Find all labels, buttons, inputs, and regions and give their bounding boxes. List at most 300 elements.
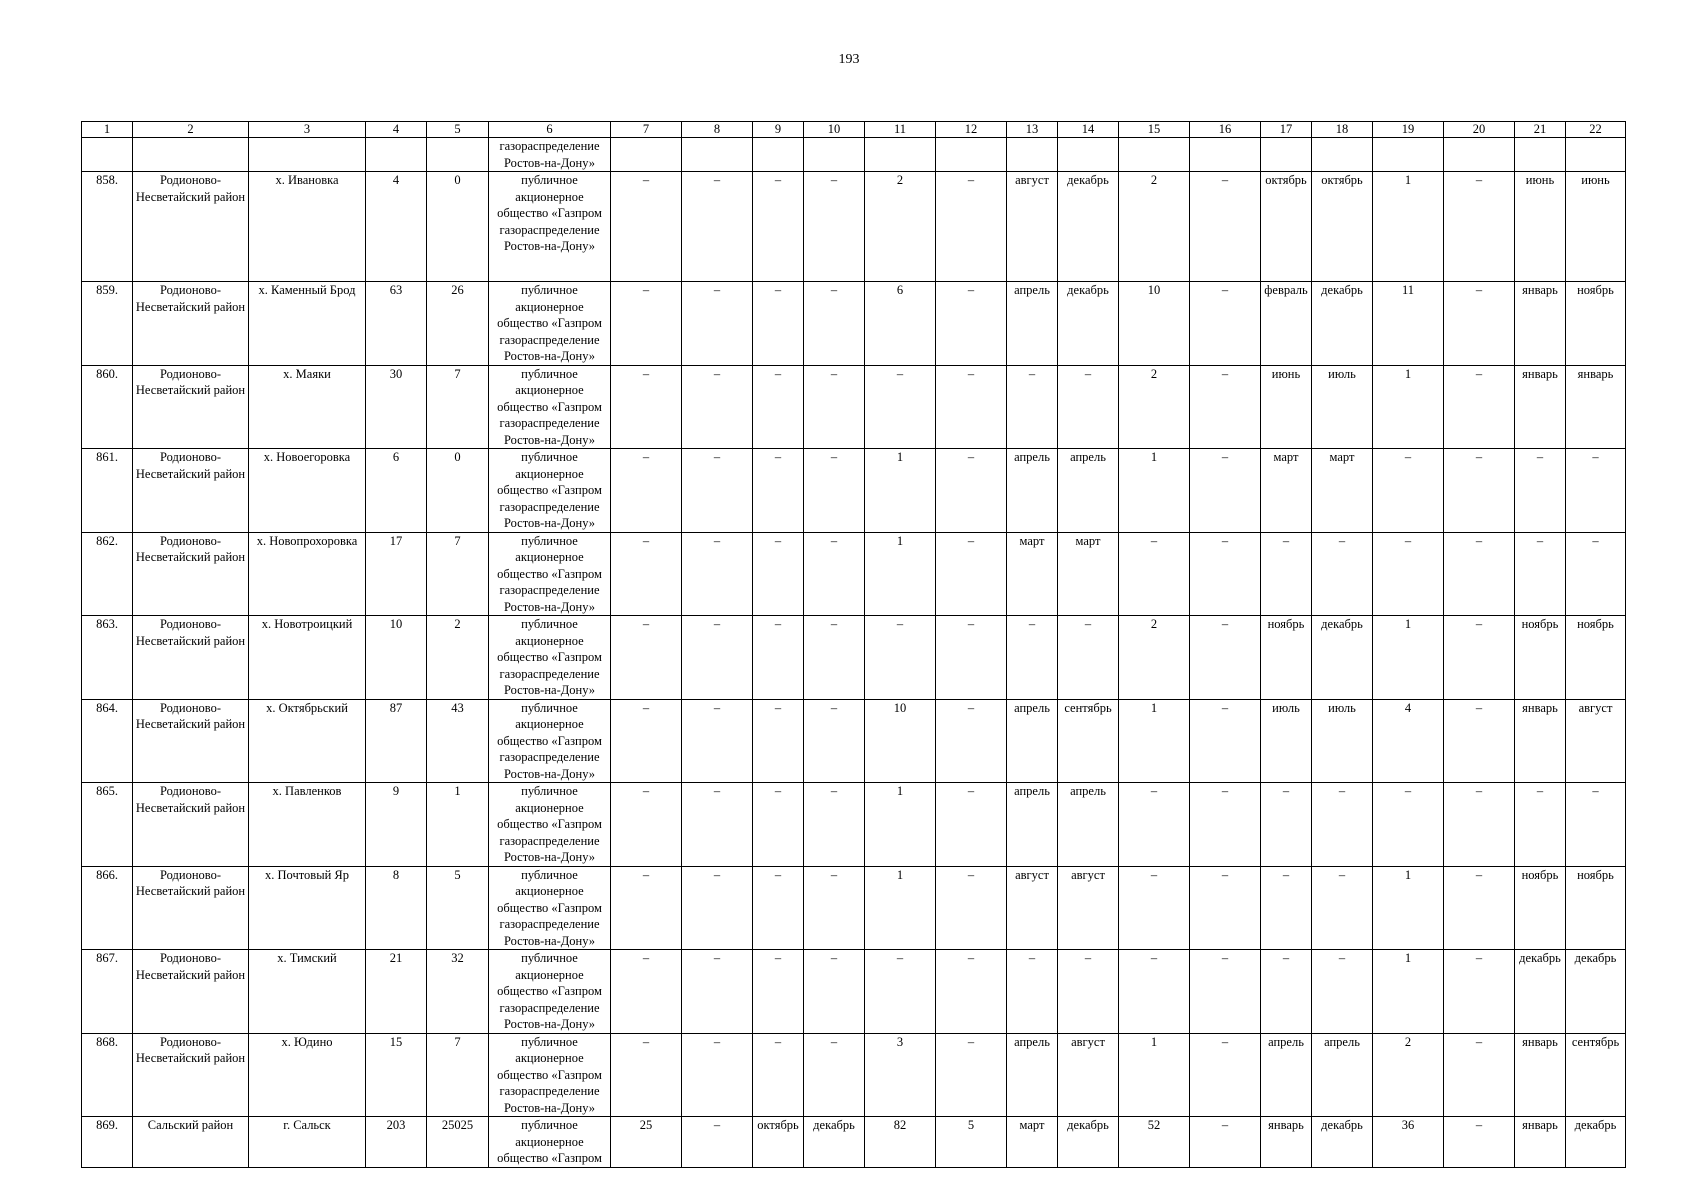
cell-col-4: 15 [366, 1033, 427, 1117]
cell-col-5: 5 [427, 866, 489, 950]
cell-col-6: публичное акционерное общество «Газпром газораспределение Ростов-на-Дону» [489, 866, 611, 950]
cell-col-7: – [611, 532, 682, 616]
cell-col-2: Родионово-Несветайский район [133, 172, 249, 282]
cell-col-1: 862. [82, 532, 133, 616]
cell-col-17: – [1261, 532, 1312, 616]
cell-col-10: – [804, 282, 865, 366]
column-header-17: 17 [1261, 122, 1312, 138]
cell-col-16: – [1190, 1117, 1261, 1168]
cell-col-7: – [611, 866, 682, 950]
cell-col-14: март [1058, 532, 1119, 616]
table-row [82, 616, 1626, 700]
cell-col-3: х. Новоегоровка [249, 449, 366, 533]
cell-col-18: октябрь [1312, 172, 1373, 282]
cell-col-16: – [1190, 172, 1261, 282]
cell-col-6: публичное акционерное общество «Газпром газораспределение Ростов-на-Дону» [489, 699, 611, 783]
cell-col-12: – [936, 699, 1007, 783]
cell-col-2: Родионово-Несветайский район [133, 616, 249, 700]
cell-col-3: х. Октябрьский [249, 699, 366, 783]
cell-col-13: апрель [1007, 783, 1058, 867]
cell-col-10: декабрь [804, 1117, 865, 1168]
cell-col-17: февраль [1261, 282, 1312, 366]
cell-col-9: – [753, 449, 804, 533]
table-row [82, 1117, 1626, 1168]
cell-col-7: – [611, 616, 682, 700]
cell-col-20: – [1444, 866, 1515, 950]
cell-col-13: август [1007, 172, 1058, 282]
cell-col-16: – [1190, 532, 1261, 616]
cell-col-13: – [1007, 365, 1058, 449]
column-header-14: 14 [1058, 122, 1119, 138]
cell-col-9: – [753, 172, 804, 282]
column-header-3: 3 [249, 122, 366, 138]
cell-col-14: – [1058, 950, 1119, 1034]
cell-col-9: – [753, 950, 804, 1034]
cell-col-6: публичное акционерное общество «Газпром газораспределение Ростов-на-Дону» [489, 950, 611, 1034]
cell-col-16: – [1190, 783, 1261, 867]
cell-col-16: – [1190, 1033, 1261, 1117]
cell-col-21: – [1515, 783, 1566, 867]
cell-col-22: – [1566, 532, 1626, 616]
cell-col-15: – [1119, 532, 1190, 616]
cell-col-16: – [1190, 950, 1261, 1034]
cell-col-8: – [682, 699, 753, 783]
table-row [82, 365, 1626, 449]
cell-col-8: – [682, 282, 753, 366]
cell-col-10: – [804, 616, 865, 700]
cell-col-7: – [611, 449, 682, 533]
continuation-cell-5 [427, 138, 489, 172]
cell-col-1: 859. [82, 282, 133, 366]
cell-col-9: – [753, 783, 804, 867]
cell-col-21: декабрь [1515, 950, 1566, 1034]
cell-col-20: – [1444, 449, 1515, 533]
table-row [82, 950, 1626, 1034]
cell-col-6: публичное акционерное общество «Газпром газораспределение Ростов-на-Дону» [489, 172, 611, 282]
continuation-cell-12 [936, 138, 1007, 172]
cell-col-21: январь [1515, 1033, 1566, 1117]
cell-col-10: – [804, 950, 865, 1034]
cell-col-18: декабрь [1312, 282, 1373, 366]
cell-col-8: – [682, 616, 753, 700]
cell-col-17: – [1261, 866, 1312, 950]
column-header-18: 18 [1312, 122, 1373, 138]
cell-col-8: – [682, 365, 753, 449]
cell-col-2: Родионово-Несветайский район [133, 282, 249, 366]
cell-col-4: 10 [366, 616, 427, 700]
cell-col-16: – [1190, 449, 1261, 533]
continuation-cell-10 [804, 138, 865, 172]
cell-col-15: 10 [1119, 282, 1190, 366]
cell-col-8: – [682, 866, 753, 950]
cell-col-13: март [1007, 1117, 1058, 1168]
cell-col-1: 866. [82, 866, 133, 950]
cell-col-10: – [804, 1033, 865, 1117]
cell-col-2: Родионово-Несветайский район [133, 449, 249, 533]
cell-col-18: июль [1312, 699, 1373, 783]
column-header-19: 19 [1373, 122, 1444, 138]
cell-col-18: декабрь [1312, 616, 1373, 700]
column-header-15: 15 [1119, 122, 1190, 138]
cell-col-15: – [1119, 866, 1190, 950]
continuation-cell-16 [1190, 138, 1261, 172]
cell-col-18: – [1312, 532, 1373, 616]
cell-col-2: Родионово-Несветайский район [133, 1033, 249, 1117]
cell-col-9: – [753, 866, 804, 950]
cell-col-17: январь [1261, 1117, 1312, 1168]
cell-col-5: 25025 [427, 1117, 489, 1168]
cell-col-10: – [804, 365, 865, 449]
continuation-cell-14 [1058, 138, 1119, 172]
cell-col-5: 2 [427, 616, 489, 700]
cell-col-6: публичное акционерное общество «Газпром газораспределение Ростов-на-Дону» [489, 365, 611, 449]
cell-col-6: публичное акционерное общество «Газпром газораспределение Ростов-на-Дону» [489, 282, 611, 366]
cell-col-22: – [1566, 449, 1626, 533]
cell-col-3: х. Каменный Брод [249, 282, 366, 366]
cell-col-17: июль [1261, 699, 1312, 783]
cell-col-18: июль [1312, 365, 1373, 449]
cell-col-13: – [1007, 616, 1058, 700]
cell-col-14: апрель [1058, 449, 1119, 533]
cell-col-11: 10 [865, 699, 936, 783]
cell-col-11: – [865, 365, 936, 449]
cell-col-1: 869. [82, 1117, 133, 1168]
cell-col-4: 9 [366, 783, 427, 867]
cell-col-16: – [1190, 699, 1261, 783]
cell-col-12: 5 [936, 1117, 1007, 1168]
cell-col-6: публичное акционерное общество «Газпром газораспределение Ростов-на-Дону» [489, 783, 611, 867]
cell-col-15: 1 [1119, 1033, 1190, 1117]
cell-col-3: х. Тимский [249, 950, 366, 1034]
cell-col-12: – [936, 532, 1007, 616]
continuation-cell-3 [249, 138, 366, 172]
cell-col-18: – [1312, 950, 1373, 1034]
table-row [82, 172, 1626, 282]
cell-col-12: – [936, 365, 1007, 449]
continuation-cell-19 [1373, 138, 1444, 172]
cell-col-21: июнь [1515, 172, 1566, 282]
cell-col-22: июнь [1566, 172, 1626, 282]
cell-col-8: – [682, 950, 753, 1034]
cell-col-7: – [611, 783, 682, 867]
cell-col-21: январь [1515, 282, 1566, 366]
cell-col-14: август [1058, 1033, 1119, 1117]
column-header-13: 13 [1007, 122, 1058, 138]
cell-col-22: ноябрь [1566, 282, 1626, 366]
cell-col-8: – [682, 1033, 753, 1117]
cell-col-4: 87 [366, 699, 427, 783]
cell-col-22: декабрь [1566, 1117, 1626, 1168]
table-row [82, 1033, 1626, 1117]
cell-col-3: х. Юдино [249, 1033, 366, 1117]
cell-col-1: 858. [82, 172, 133, 282]
cell-col-11: 1 [865, 866, 936, 950]
cell-col-20: – [1444, 282, 1515, 366]
cell-col-13: август [1007, 866, 1058, 950]
cell-col-19: 36 [1373, 1117, 1444, 1168]
column-header-21: 21 [1515, 122, 1566, 138]
cell-col-14: апрель [1058, 783, 1119, 867]
table-row [82, 699, 1626, 783]
cell-col-19: 1 [1373, 616, 1444, 700]
cell-col-5: 7 [427, 532, 489, 616]
continuation-cell-4 [366, 138, 427, 172]
cell-col-19: 4 [1373, 699, 1444, 783]
cell-col-2: Родионово-Несветайский район [133, 699, 249, 783]
cell-col-14: декабрь [1058, 282, 1119, 366]
continuation-row [82, 138, 1626, 172]
cell-col-22: ноябрь [1566, 866, 1626, 950]
cell-col-11: 1 [865, 449, 936, 533]
cell-col-12: – [936, 172, 1007, 282]
cell-col-20: – [1444, 616, 1515, 700]
cell-col-18: декабрь [1312, 1117, 1373, 1168]
column-header-1: 1 [82, 122, 133, 138]
table-row [82, 282, 1626, 366]
cell-col-18: апрель [1312, 1033, 1373, 1117]
cell-col-14: сентябрь [1058, 699, 1119, 783]
cell-col-1: 861. [82, 449, 133, 533]
cell-col-8: – [682, 1117, 753, 1168]
cell-col-7: 25 [611, 1117, 682, 1168]
continuation-cell-8 [682, 138, 753, 172]
data-table [81, 121, 1626, 1168]
continuation-cell-22 [1566, 138, 1626, 172]
cell-col-16: – [1190, 616, 1261, 700]
cell-col-14: декабрь [1058, 172, 1119, 282]
cell-col-12: – [936, 449, 1007, 533]
cell-col-5: 7 [427, 1033, 489, 1117]
cell-col-2: Сальский район [133, 1117, 249, 1168]
cell-col-5: 26 [427, 282, 489, 366]
table-row [82, 532, 1626, 616]
cell-col-8: – [682, 172, 753, 282]
cell-col-15: 2 [1119, 172, 1190, 282]
cell-col-9: – [753, 699, 804, 783]
cell-col-8: – [682, 783, 753, 867]
cell-col-10: – [804, 449, 865, 533]
cell-col-1: 868. [82, 1033, 133, 1117]
cell-col-2: Родионово-Несветайский район [133, 783, 249, 867]
cell-col-7: – [611, 282, 682, 366]
cell-col-10: – [804, 172, 865, 282]
cell-col-17: – [1261, 950, 1312, 1034]
cell-col-17: октябрь [1261, 172, 1312, 282]
cell-col-7: – [611, 1033, 682, 1117]
column-header-5: 5 [427, 122, 489, 138]
continuation-cell-9 [753, 138, 804, 172]
continuation-cell-11 [865, 138, 936, 172]
cell-col-1: 863. [82, 616, 133, 700]
cell-col-5: 7 [427, 365, 489, 449]
cell-col-19: 11 [1373, 282, 1444, 366]
cell-col-15: 2 [1119, 365, 1190, 449]
column-header-10: 10 [804, 122, 865, 138]
cell-col-11: – [865, 950, 936, 1034]
cell-col-21: – [1515, 532, 1566, 616]
continuation-cell-1 [82, 138, 133, 172]
cell-col-13: апрель [1007, 449, 1058, 533]
column-header-6: 6 [489, 122, 611, 138]
cell-col-11: 2 [865, 172, 936, 282]
cell-col-13: – [1007, 950, 1058, 1034]
cell-col-19: 1 [1373, 172, 1444, 282]
cell-col-12: – [936, 282, 1007, 366]
cell-col-5: 0 [427, 172, 489, 282]
cell-col-15: 1 [1119, 449, 1190, 533]
cell-col-20: – [1444, 950, 1515, 1034]
cell-col-19: 1 [1373, 950, 1444, 1034]
cell-col-13: апрель [1007, 699, 1058, 783]
cell-col-15: 1 [1119, 699, 1190, 783]
cell-col-12: – [936, 1033, 1007, 1117]
cell-col-5: 43 [427, 699, 489, 783]
continuation-cell-6: газораспределение Ростов-на-Дону» [489, 138, 611, 172]
cell-col-3: г. Сальск [249, 1117, 366, 1168]
cell-col-12: – [936, 783, 1007, 867]
cell-col-9: – [753, 1033, 804, 1117]
cell-col-8: – [682, 532, 753, 616]
cell-col-19: – [1373, 532, 1444, 616]
cell-col-7: – [611, 699, 682, 783]
cell-col-6: публичное акционерное общество «Газпром газораспределение Ростов-на-Дону» [489, 449, 611, 533]
cell-col-20: – [1444, 699, 1515, 783]
cell-col-17: ноябрь [1261, 616, 1312, 700]
cell-col-20: – [1444, 1117, 1515, 1168]
cell-col-9: – [753, 365, 804, 449]
cell-col-18: март [1312, 449, 1373, 533]
cell-col-6: публичное акционерное общество «Газпром газораспределение Ростов-на-Дону» [489, 616, 611, 700]
column-header-8: 8 [682, 122, 753, 138]
table-row [82, 783, 1626, 867]
cell-col-5: 32 [427, 950, 489, 1034]
continuation-cell-13 [1007, 138, 1058, 172]
cell-col-2: Родионово-Несветайский район [133, 950, 249, 1034]
cell-col-14: декабрь [1058, 1117, 1119, 1168]
column-header-7: 7 [611, 122, 682, 138]
table-row [82, 866, 1626, 950]
cell-col-6: публичное акционерное общество «Газпром [489, 1117, 611, 1168]
cell-col-19: 1 [1373, 365, 1444, 449]
column-header-12: 12 [936, 122, 1007, 138]
cell-col-11: 82 [865, 1117, 936, 1168]
cell-col-9: – [753, 616, 804, 700]
cell-col-21: ноябрь [1515, 866, 1566, 950]
cell-col-22: сентябрь [1566, 1033, 1626, 1117]
cell-col-3: х. Маяки [249, 365, 366, 449]
cell-col-17: март [1261, 449, 1312, 533]
cell-col-21: – [1515, 449, 1566, 533]
cell-col-7: – [611, 365, 682, 449]
cell-col-13: апрель [1007, 1033, 1058, 1117]
column-header-11: 11 [865, 122, 936, 138]
cell-col-20: – [1444, 532, 1515, 616]
cell-col-14: – [1058, 365, 1119, 449]
cell-col-12: – [936, 616, 1007, 700]
cell-col-4: 63 [366, 282, 427, 366]
cell-col-21: январь [1515, 699, 1566, 783]
cell-col-9: – [753, 282, 804, 366]
cell-col-14: август [1058, 866, 1119, 950]
cell-col-12: – [936, 950, 1007, 1034]
cell-col-16: – [1190, 866, 1261, 950]
cell-col-11: 6 [865, 282, 936, 366]
cell-col-4: 4 [366, 172, 427, 282]
cell-col-20: – [1444, 172, 1515, 282]
cell-col-9: – [753, 532, 804, 616]
cell-col-4: 21 [366, 950, 427, 1034]
cell-col-3: х. Ивановка [249, 172, 366, 282]
cell-col-5: 0 [427, 449, 489, 533]
cell-col-15: 2 [1119, 616, 1190, 700]
cell-col-10: – [804, 699, 865, 783]
cell-col-1: 860. [82, 365, 133, 449]
cell-col-10: – [804, 783, 865, 867]
header-row [82, 122, 1626, 138]
cell-col-17: – [1261, 783, 1312, 867]
cell-col-15: 52 [1119, 1117, 1190, 1168]
cell-col-3: х. Новотроицкий [249, 616, 366, 700]
cell-col-20: – [1444, 1033, 1515, 1117]
cell-col-10: – [804, 532, 865, 616]
cell-col-9: октябрь [753, 1117, 804, 1168]
cell-col-11: 1 [865, 532, 936, 616]
cell-col-3: х. Павленков [249, 783, 366, 867]
cell-col-22: декабрь [1566, 950, 1626, 1034]
cell-col-11: – [865, 616, 936, 700]
cell-col-2: Родионово-Несветайский район [133, 532, 249, 616]
table-row [82, 449, 1626, 533]
cell-col-21: ноябрь [1515, 616, 1566, 700]
cell-col-22: август [1566, 699, 1626, 783]
cell-col-1: 865. [82, 783, 133, 867]
cell-col-19: 1 [1373, 866, 1444, 950]
cell-col-1: 864. [82, 699, 133, 783]
cell-col-4: 203 [366, 1117, 427, 1168]
cell-col-8: – [682, 449, 753, 533]
continuation-cell-2 [133, 138, 249, 172]
cell-col-22: январь [1566, 365, 1626, 449]
cell-col-11: 1 [865, 783, 936, 867]
cell-col-4: 6 [366, 449, 427, 533]
continuation-cell-15 [1119, 138, 1190, 172]
cell-col-16: – [1190, 365, 1261, 449]
cell-col-18: – [1312, 783, 1373, 867]
cell-col-1: 867. [82, 950, 133, 1034]
cell-col-18: – [1312, 866, 1373, 950]
continuation-cell-21 [1515, 138, 1566, 172]
cell-col-10: – [804, 866, 865, 950]
column-header-16: 16 [1190, 122, 1261, 138]
continuation-cell-7 [611, 138, 682, 172]
cell-col-7: – [611, 172, 682, 282]
cell-col-19: – [1373, 783, 1444, 867]
cell-col-19: – [1373, 449, 1444, 533]
cell-col-4: 30 [366, 365, 427, 449]
cell-col-21: январь [1515, 1117, 1566, 1168]
continuation-cell-20 [1444, 138, 1515, 172]
column-header-2: 2 [133, 122, 249, 138]
cell-col-4: 8 [366, 866, 427, 950]
cell-col-17: апрель [1261, 1033, 1312, 1117]
cell-col-20: – [1444, 365, 1515, 449]
cell-col-17: июнь [1261, 365, 1312, 449]
cell-col-11: 3 [865, 1033, 936, 1117]
cell-col-2: Родионово-Несветайский район [133, 866, 249, 950]
column-header-20: 20 [1444, 122, 1515, 138]
cell-col-15: – [1119, 783, 1190, 867]
cell-col-6: публичное акционерное общество «Газпром газораспределение Ростов-на-Дону» [489, 532, 611, 616]
